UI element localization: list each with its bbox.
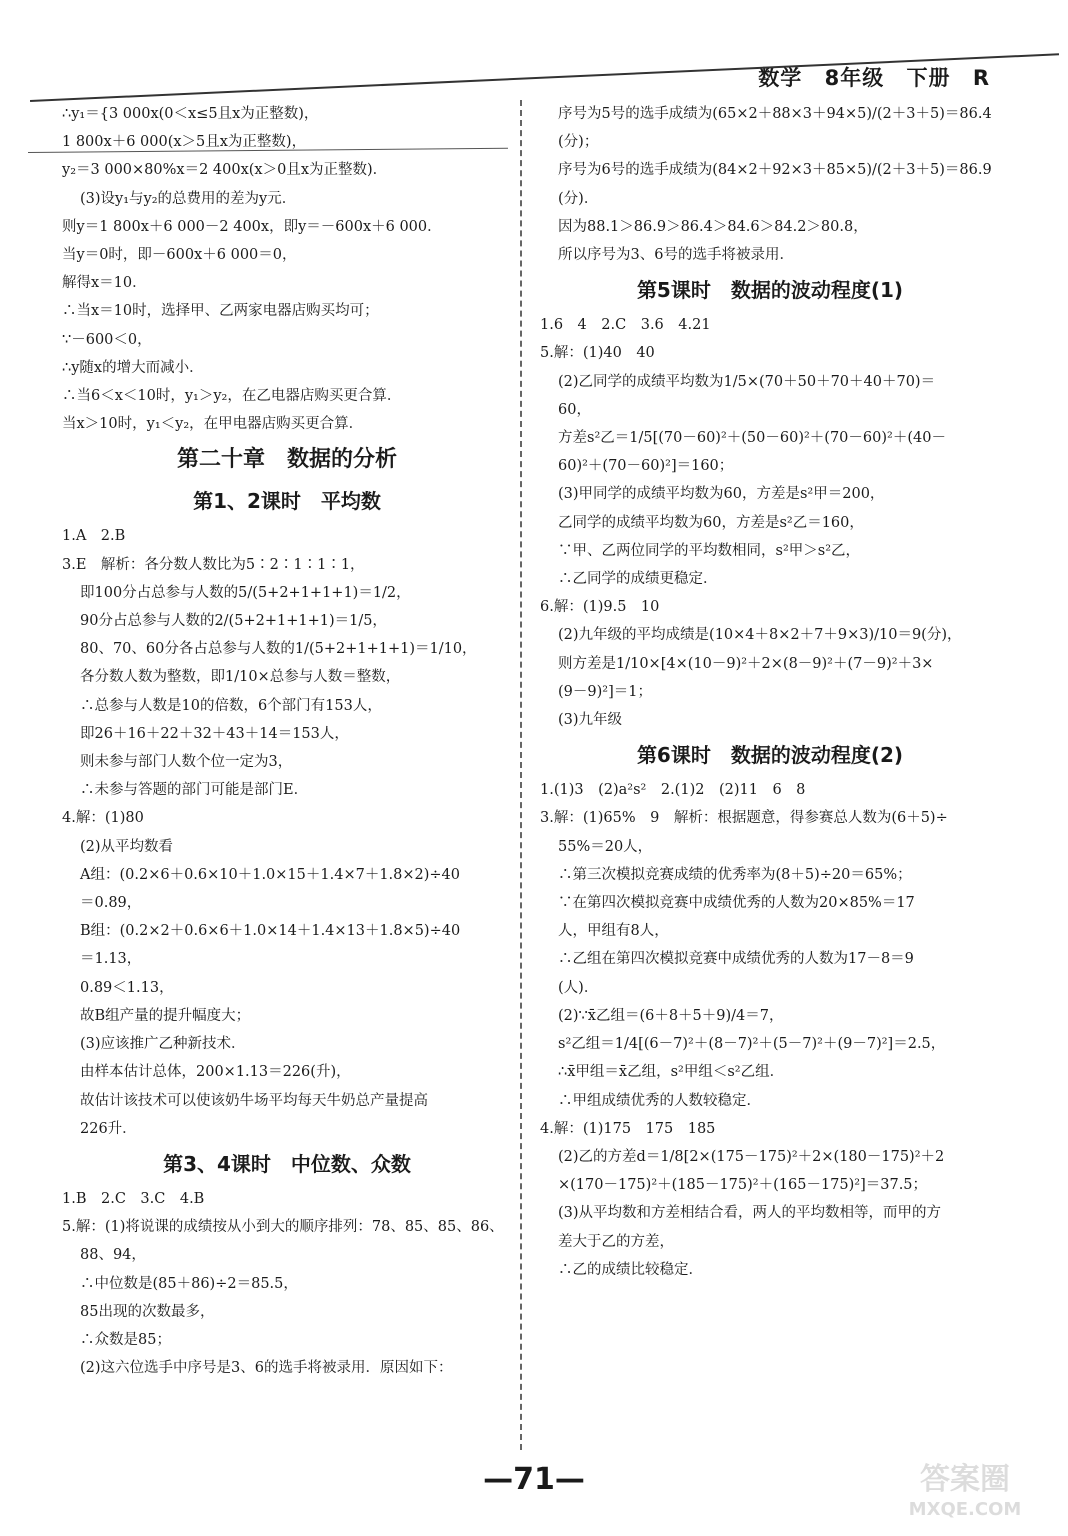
text-line: ∵甲、乙两位同学的平均数相同，s²甲＞s²乙， — [558, 542, 861, 559]
text-line: (2)从平均数看 — [80, 838, 174, 855]
text-line: ∴x̄甲组＝x̄乙组，s²甲组＜s²乙组． — [558, 1064, 785, 1081]
text-line: 所以序号为3、6号的选手将被录用． — [558, 247, 794, 264]
watermark-line-1: 答案圈 — [920, 1462, 1010, 1497]
text-line: (分)． — [558, 190, 599, 207]
text-line: 5.解：(1)将说课的成绩按从小到大的顺序排列：78、85、85、86、 — [62, 1219, 504, 1236]
text-line: (3)从平均数和方差相结合看，两人的平均数相等，而甲的方 — [558, 1205, 942, 1222]
text-line: (3)甲同学的成绩平均数为60，方差是s²甲＝200， — [558, 486, 885, 503]
text-line: 由样本估计总体，200×1.13＝226(升)， — [80, 1064, 351, 1081]
text-line: 1.(1)3 (2)a²s² 2.(1)2 (2)11 6 8 — [540, 782, 806, 799]
text-line: 80、70、60分各占总参与人数的1/(5+2+1+1+1)＝1/10， — [80, 641, 477, 658]
text-line: A组：(0.2×6＋0.6×10＋1.0×15＋1.4×7＋1.8×2)÷40 — [80, 866, 461, 883]
text-line: (2)这六位选手中序号是3、6的选手将被录用．原因如下： — [80, 1360, 453, 1377]
text-line: 则方差是1/10×[4×(10－9)²＋2×(8－9)²＋(7－9)²＋3× — [558, 655, 934, 672]
text-line: 则未参与部门人数个位一定为3， — [80, 754, 293, 771]
text-line: ∵－600＜0， — [62, 331, 152, 348]
text-line: 即26＋16＋22＋32＋43＋14＝153人， — [80, 725, 349, 742]
section-title: 第5课时 数据的波动程度(1) — [636, 278, 904, 303]
text-line: ∴众数是85； — [80, 1331, 171, 1348]
text-line: (2)乙同学的成绩平均数为1/5×(70＋50＋70＋40＋70)＝ — [558, 373, 936, 390]
text-line: 序号为5号的选手成绩为(65×2＋88×3＋94×5)/(2＋3＋5)＝86.4 — [558, 106, 992, 122]
text-line: 4.解：(1)80 — [62, 810, 144, 827]
text-line: 0.89＜1.13， — [80, 979, 174, 996]
text-line: ＝0.89， — [80, 895, 142, 912]
text-line: 因为88.1＞86.9＞86.4＞84.6＞84.2＞80.8， — [558, 218, 868, 235]
text-line: (3)九年级 — [558, 712, 623, 729]
text-line: 则y＝1 800x＋6 000－2 400x，即y＝－600x＋6 000． — [62, 218, 442, 235]
text-line: 即100分占总参与人数的5/(5+2+1+1+1)＝1/2， — [80, 584, 411, 601]
text-line: (3)设y₁与y₂的总费用的差为y元． — [80, 190, 297, 207]
text-line: 乙同学的成绩平均数为60，方差是s²乙＝160， — [558, 514, 864, 531]
text-line: ∴y₁＝{3 000x(0＜x≤5且x为正整数)， — [62, 106, 319, 122]
text-line: 60， — [558, 401, 591, 418]
text-line: B组：(0.2×2＋0.6×6＋1.0×14＋1.4×13＋1.8×5)÷40 — [80, 923, 461, 940]
text-line: 226升． — [80, 1120, 137, 1137]
text-line: (分)； — [558, 134, 599, 151]
section-title: 第3、4课时 中位数、众数 — [163, 1151, 411, 1176]
header-grade: 8年级 — [824, 66, 885, 90]
text-line: 各分数人数为整数，即1/10×总参与人数＝整数， — [80, 669, 401, 686]
section-title: 第1、2课时 平均数 — [193, 489, 381, 514]
text-line: 1.A 2.B — [62, 528, 126, 545]
text-line: 人，甲组有8人， — [558, 923, 669, 940]
text-line: (3)应该推广乙种新技术． — [80, 1036, 246, 1053]
left-column — [62, 100, 512, 1382]
text-line: 差大于乙的方差， — [558, 1233, 674, 1250]
text-line: 1.B 2.C 3.C 4.B — [62, 1190, 205, 1207]
text-line: s²乙组＝1/4[(6－7)²＋(8－7)²＋(5－7)²＋(9－7)²]＝2.5， — [558, 1036, 946, 1053]
text-line: (2)九年级的平均成绩是(10×4＋8×2＋7＋9×3)/10＝9(分)， — [558, 627, 962, 644]
text-line: 55%＝20人， — [558, 838, 653, 855]
section-title: 第6课时 数据的波动程度(2) — [636, 743, 904, 768]
right-column — [540, 100, 1000, 1284]
text-line: 5.解：(1)40 40 — [540, 345, 655, 362]
text-line: 90分占总参与人数的2/(5+2+1+1+1)＝1/5， — [80, 613, 387, 630]
text-line: ∴甲组成绩优秀的人数较稳定． — [558, 1092, 761, 1109]
text-line: 故B组产量的提升幅度大； — [80, 1007, 251, 1024]
text-line: (人)． — [558, 979, 599, 996]
text-line: 88、94， — [80, 1247, 146, 1264]
text-line: 1.6 4 2.C 3.6 4.21 — [540, 317, 711, 334]
text-line: 85出现的次数最多， — [80, 1303, 215, 1320]
text-line: 4.解：(1)175 175 185 — [540, 1120, 716, 1137]
text-line: (2)乙的方差d＝1/8[2×(175－175)²＋2×(180－175)²＋2 — [558, 1148, 945, 1165]
text-line: ∴y随x的增大而减小． — [62, 359, 204, 376]
text-line: 3.解：(1)65% 9 解析：根据题意，得参赛总人数为(6＋5)÷ — [540, 810, 948, 827]
header-subject: 数学 — [758, 66, 803, 90]
text-line: ×(170－175)²＋(185－175)²＋(165－175)²]＝37.5； — [558, 1177, 928, 1194]
column-divider — [520, 100, 522, 1450]
text-line: ＝1.13， — [80, 951, 142, 968]
text-line: ∴乙的成绩比较稳定． — [558, 1261, 703, 1278]
text-line: 序号为6号的选手成绩为(84×2＋92×3＋85×5)/(2＋3＋5)＝86.9 — [558, 162, 992, 179]
text-line: y₂＝3 000×80%x＝2 400x(x＞0且x为正整数)． — [62, 162, 388, 179]
text-line: 当y＝0时，即－600x＋6 000＝0， — [62, 247, 297, 264]
text-line: 1 800x＋6 000(x＞5且x为正整数)， — [62, 134, 307, 151]
text-line: 方差s²乙＝1/5[(70－60)²＋(50－60)²＋(70－60)²＋(40－ — [558, 430, 946, 447]
text-line: (2)∵x̄乙组＝(6＋8＋5＋9)/4＝7， — [558, 1007, 784, 1024]
text-line: ∴总参与人数是10的倍数，6个部门有153人， — [80, 697, 382, 714]
text-line: ∴未参与答题的部门可能是部门E． — [80, 782, 309, 799]
text-line: ∴中位数是(85＋86)÷2＝85.5， — [80, 1275, 298, 1292]
text-line: ∴第三次模拟竞赛成绩的优秀率为(8＋5)÷20＝65%； — [558, 866, 912, 883]
text-line: 故估计该技术可以使该奶牛场平均每天牛奶总产量提高 — [80, 1092, 428, 1109]
text-line: 6.解：(1)9.5 10 — [540, 599, 660, 616]
text-line: 60)²＋(70－60)²]＝160； — [558, 458, 734, 475]
text-line: ∵在第四次模拟竞赛中成绩优秀的人数为20×85%＝17 — [558, 895, 915, 912]
watermark-logo — [880, 1462, 1050, 1529]
text-line: ∴乙组在第四次模拟竞赛中成绩优秀的人数为17－8＝9 — [558, 951, 914, 968]
text-line: ∴当6＜x＜10时，y₁＞y₂，在乙电器店购买更合算． — [62, 388, 402, 405]
header-edition: R — [972, 66, 990, 90]
text-line: 解得x＝10． — [62, 275, 147, 292]
text-line: 3.E 解析：各分数人数比为5∶2∶1∶1∶1， — [62, 556, 365, 573]
watermark-line-2: MXQE.COM — [908, 1499, 1022, 1520]
text-line: (9－9)²]＝1； — [558, 683, 652, 700]
text-line: 当x＞10时，y₁＜y₂，在甲电器店购买更合算． — [62, 416, 364, 433]
text-line: ∴当x＝10时，选择甲、乙两家电器店购买均可； — [62, 303, 379, 320]
text-line: ∴乙同学的成绩更稳定． — [558, 571, 718, 588]
header-volume: 下册 — [906, 66, 951, 90]
page-number: —71— — [483, 1462, 585, 1497]
chapter-title: 第二十章 数据的分析 — [176, 447, 397, 473]
